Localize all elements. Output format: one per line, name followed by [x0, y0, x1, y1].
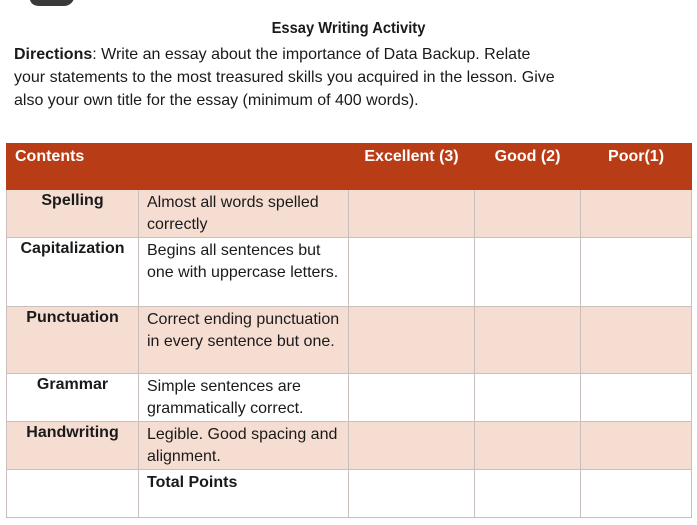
- header-good: Good (2): [475, 144, 581, 190]
- criterion-cell: Handwriting: [7, 422, 139, 470]
- corner-graphic: [25, 0, 78, 6]
- score-cell-excellent[interactable]: [349, 238, 475, 307]
- total-points-label: Total Points: [139, 470, 349, 518]
- table-row-spelling: [7, 190, 692, 238]
- score-cell-poor[interactable]: [581, 374, 692, 422]
- directions-line-3: also your own title for the essay (minimum of 400 words).: [14, 92, 419, 109]
- header-poor: Poor(1): [581, 144, 692, 190]
- criterion-cell: Spelling: [7, 190, 139, 238]
- table-row-punctuation: [7, 307, 692, 374]
- score-cell-excellent[interactable]: [349, 307, 475, 374]
- directions-paragraph: [14, 43, 682, 112]
- header-contents: Contents: [7, 144, 349, 190]
- score-cell-poor[interactable]: [581, 470, 692, 518]
- score-cell-poor[interactable]: [581, 190, 692, 238]
- score-cell-good[interactable]: [475, 422, 581, 470]
- directions-line-2: your statements to the most treasured skills you acquired in the lesson. Give: [14, 69, 555, 86]
- criterion-cell: Capitalization: [7, 238, 139, 307]
- page-title: Essay Writing Activity: [271, 20, 426, 37]
- score-cell-good[interactable]: [475, 374, 581, 422]
- directions-line-1: [14, 43, 682, 66]
- criterion-cell: Grammar: [7, 374, 139, 422]
- rubric-table: [6, 143, 692, 518]
- description-cell: Simple sentences are grammatically correct.: [139, 374, 349, 422]
- table-row-grammar: [7, 374, 692, 422]
- table-row-capitalization: [7, 238, 692, 307]
- score-cell-good[interactable]: [475, 307, 581, 374]
- description-cell: Begins all sentences but one with uppercase letters.: [139, 238, 349, 307]
- score-cell-excellent[interactable]: [349, 470, 475, 518]
- table-row-total: [7, 470, 692, 518]
- description-cell: Correct ending punctuation in every sentence but one.: [139, 307, 349, 374]
- directions-lead: Directions: [14, 46, 93, 63]
- score-cell-poor[interactable]: [581, 307, 692, 374]
- table-row-handwriting: [7, 422, 692, 470]
- criterion-cell: [7, 470, 139, 518]
- criterion-cell: Punctuation: [7, 307, 139, 374]
- score-cell-excellent[interactable]: [349, 190, 475, 238]
- rubric-header-row: [7, 144, 692, 190]
- description-cell: Legible. Good spacing and alignment.: [139, 422, 349, 470]
- score-cell-good[interactable]: [475, 470, 581, 518]
- score-cell-poor[interactable]: [581, 238, 692, 307]
- score-cell-excellent[interactable]: [349, 422, 475, 470]
- score-cell-good[interactable]: [475, 190, 581, 238]
- score-cell-excellent[interactable]: [349, 374, 475, 422]
- score-cell-poor[interactable]: [581, 422, 692, 470]
- header-excellent: Excellent (3): [349, 144, 475, 190]
- directions-text-1: : Write an essay about the importance of Data Backup. Relate: [92, 46, 531, 63]
- score-cell-good[interactable]: [475, 238, 581, 307]
- description-cell: Almost all words spelled correctly: [139, 190, 349, 238]
